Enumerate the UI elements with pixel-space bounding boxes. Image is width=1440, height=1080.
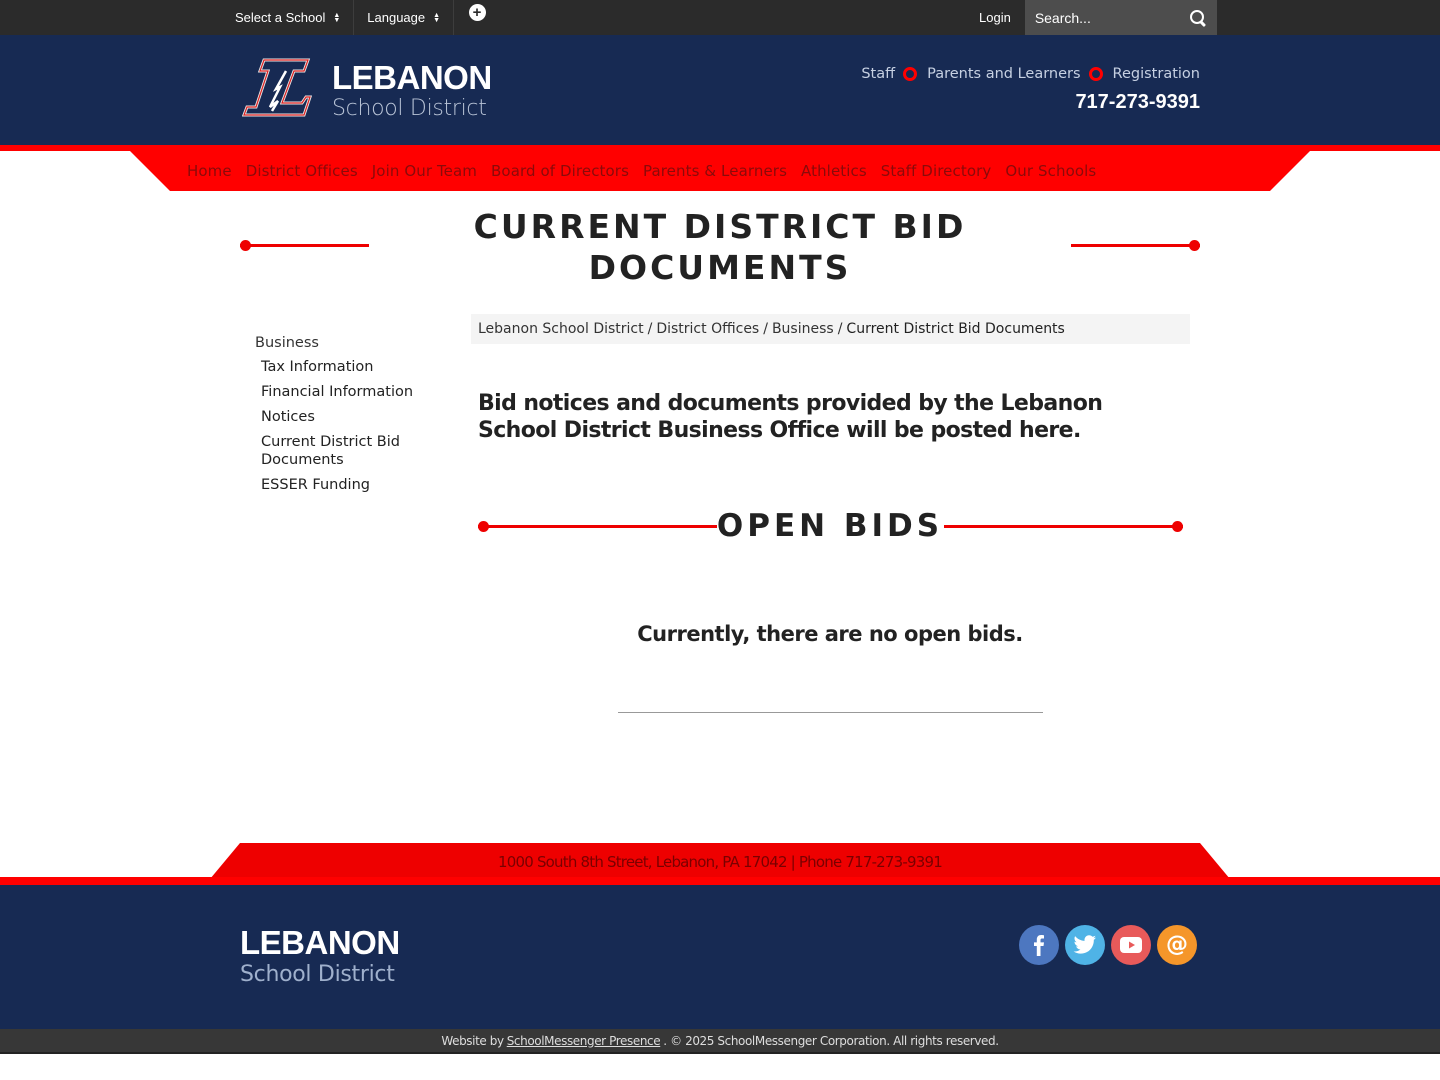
circle-separator-icon bbox=[903, 67, 917, 81]
sort-updown-icon: ▲ ▼ bbox=[433, 11, 441, 24]
breadcrumb-item-home[interactable]: Lebanon School District bbox=[478, 321, 644, 337]
footer-address: 1000 South 8th Street, Lebanon, PA 17042 | Phone 717-273-9391 bbox=[498, 853, 942, 871]
sidebar-item-current-district-bid-documents[interactable]: Current District Bid Documents bbox=[261, 434, 400, 468]
at-sign-icon: @ bbox=[1166, 932, 1188, 957]
footer-logo[interactable] bbox=[240, 925, 400, 989]
plus-circle-icon: + bbox=[469, 4, 486, 21]
twitter-icon bbox=[1073, 935, 1097, 955]
site-footer bbox=[0, 885, 1440, 1029]
facebook-icon bbox=[1029, 934, 1049, 956]
circle-separator-icon bbox=[1089, 67, 1103, 81]
sort-updown-icon: ▲ ▼ bbox=[333, 11, 341, 24]
select-school-dropdown[interactable] bbox=[222, 0, 354, 35]
logo-subtitle: School District bbox=[332, 96, 487, 121]
nav-item-athletics[interactable]: Athletics bbox=[800, 162, 867, 180]
nav-item-join-our-team[interactable]: Join Our Team bbox=[371, 162, 478, 180]
breadcrumb-separator: / bbox=[837, 321, 843, 337]
rule-dot-icon bbox=[240, 240, 251, 251]
nav-item-home[interactable]: Home bbox=[187, 162, 232, 180]
breadcrumb-item-district-offices[interactable]: District Offices bbox=[656, 321, 760, 337]
header-quick-links bbox=[861, 66, 1200, 82]
utility-bar bbox=[0, 0, 1440, 35]
logo-title: LEBANON bbox=[332, 59, 492, 96]
plus-button[interactable] bbox=[454, 0, 500, 35]
sidebar-heading-business[interactable]: Business bbox=[255, 335, 319, 351]
sidebar-item-esser-funding[interactable]: ESSER Funding bbox=[261, 477, 370, 493]
lebanon-l-logo-icon bbox=[242, 57, 312, 119]
footer-logo-subtitle: School District bbox=[240, 962, 395, 987]
social-links bbox=[1019, 925, 1197, 965]
nav-item-our-schools[interactable]: Our Schools bbox=[1005, 162, 1097, 180]
language-label: Language bbox=[367, 10, 426, 25]
breadcrumb-separator: / bbox=[763, 321, 768, 337]
rule-dot-icon bbox=[1189, 240, 1200, 251]
sidebar-item-financial-information[interactable]: Financial Information bbox=[261, 384, 414, 400]
logo-text bbox=[332, 60, 492, 122]
schoolmessenger-link[interactable]: SchoolMessenger Presence bbox=[506, 1033, 661, 1048]
site-logo[interactable] bbox=[242, 57, 492, 122]
copyright-bar bbox=[0, 1029, 1440, 1054]
sidebar-item-notices[interactable]: Notices bbox=[261, 409, 315, 425]
footer-red-strip bbox=[0, 877, 1440, 885]
breadcrumb-current: Current District Bid Documents bbox=[846, 321, 1065, 337]
credit-suffix: . © 2025 SchoolMessenger Corporation. All rights reserved. bbox=[663, 1033, 999, 1048]
section-sidebar bbox=[255, 335, 455, 501]
header-link-registration[interactable]: Registration bbox=[1112, 66, 1200, 82]
title-rule-left bbox=[240, 244, 369, 247]
main-nav bbox=[180, 145, 1103, 191]
search-icon[interactable] bbox=[1189, 9, 1207, 27]
header-phone: 717-273-9391 bbox=[1075, 91, 1200, 113]
section-title-open-bids: OPEN BIDS bbox=[716, 508, 944, 544]
empty-state-message: Currently, there are no open bids. bbox=[637, 622, 1023, 646]
content-divider bbox=[618, 712, 1043, 713]
nav-item-board-of-directors[interactable]: Board of Directors bbox=[491, 162, 629, 180]
header-link-staff[interactable]: Staff bbox=[861, 66, 896, 82]
nav-item-parents-learners[interactable]: Parents & Learners bbox=[642, 162, 787, 180]
twitter-button[interactable] bbox=[1065, 925, 1105, 965]
language-dropdown[interactable] bbox=[354, 0, 454, 35]
search-input[interactable] bbox=[1035, 10, 1175, 26]
email-button[interactable] bbox=[1157, 925, 1197, 965]
section-rule-left bbox=[478, 525, 717, 528]
youtube-button[interactable] bbox=[1111, 925, 1151, 965]
header-link-parents-learners[interactable]: Parents and Learners bbox=[927, 66, 1081, 82]
rule-dot-icon bbox=[478, 521, 489, 532]
nav-item-staff-directory[interactable]: Staff Directory bbox=[880, 162, 992, 180]
breadcrumb-separator: / bbox=[647, 321, 653, 337]
search-box bbox=[1025, 0, 1217, 35]
login-link[interactable]: Login bbox=[979, 10, 1011, 25]
facebook-button[interactable] bbox=[1019, 925, 1059, 965]
site-header bbox=[0, 35, 1440, 145]
sidebar-item-tax-information[interactable]: Tax Information bbox=[261, 359, 374, 375]
breadcrumb-item-business[interactable]: Business bbox=[771, 321, 834, 337]
page-title: CURRENT DISTRICT BID DOCUMENTS bbox=[473, 207, 967, 287]
select-school-label: Select a School bbox=[235, 10, 326, 25]
title-rule-right bbox=[1071, 244, 1200, 247]
nav-item-district-offices[interactable]: District Offices bbox=[245, 162, 358, 180]
footer-logo-title: LEBANON bbox=[240, 924, 400, 961]
intro-text: Bid notices and documents provided by the Lebanon School District Business Office will be posted here. bbox=[478, 391, 1103, 443]
youtube-icon bbox=[1120, 937, 1142, 953]
utility-right bbox=[965, 0, 1217, 35]
rule-dot-icon bbox=[1172, 521, 1183, 532]
breadcrumb bbox=[471, 314, 1190, 344]
utility-left bbox=[222, 0, 500, 35]
credit-prefix: Website by bbox=[441, 1033, 504, 1048]
section-rule-right bbox=[944, 525, 1183, 528]
